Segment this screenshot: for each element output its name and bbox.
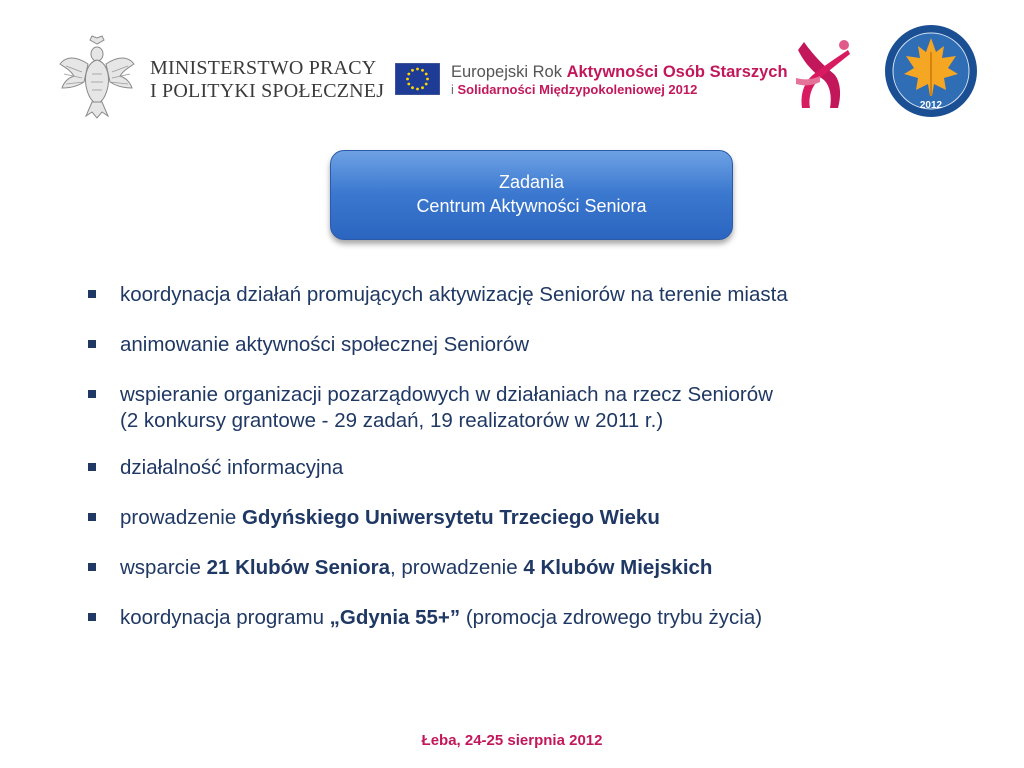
bullet-square-icon [88,563,96,571]
eu-year-line-2: i Solidarności Międzypokoleniowej 2012 [451,82,698,97]
bullet-square-icon [88,613,96,621]
title-line-1: Zadania [498,172,565,192]
list-item: koordynacja programu „Gdynia 55+” (promocja zdrowego trybu życia) [86,602,996,634]
ministry-line-2: I POLITYKI SPOŁECZNEJ [150,80,385,102]
list-item: animowanie aktywności społecznej Seniorów [86,329,996,361]
list-item: koordynacja działań promujących aktywizację Seniorów na terenie miasta [86,279,996,311]
bullet-square-icon [88,463,96,471]
badge-year: 2012 [919,100,943,111]
bullet-square-icon [88,340,96,348]
eu-year-line-1: Europejski Rok Aktywności Osób Starszych [451,63,788,81]
title-box [330,150,733,240]
header [0,0,1024,130]
ministry-name [150,57,384,103]
title-line-2: Centrum Aktywności Seniora [416,196,647,216]
bullet-square-icon [88,513,96,521]
bullet-square-icon [88,390,96,398]
eu-flag-icon [395,63,440,95]
list-item-continuation: (2 konkursy grantowe - 29 zadań, 19 realizatorów w 2011 r.) [120,409,664,432]
list-item: wspieranie organizacji pozarządowych w działaniach na rzecz Seniorów (2 konkursy grantowe - 29 zadań, 19 realizatorów w 2011 r.) [86,379,996,434]
footer-event-date: Łeba, 24-25 sierpnia 2012 [421,732,603,749]
list-item: prowadzenie Gdyńskiego Uniwersytetu Trzeciego Wieku [86,502,996,534]
bullet-square-icon [88,290,96,298]
list-item: wsparcie 21 Klubów Seniora, prowadzenie 4 Klubów Miejskich [86,552,996,584]
polish-eagle-icon [58,34,136,120]
task-list [86,279,996,652]
ministry-line-1: MINISTERSTWO PRACY [150,57,377,79]
ribbon-figure-icon [794,36,856,110]
maple-leaf-badge-icon [884,24,978,118]
eu-year-title [451,63,788,99]
list-item: działalność informacyjna [86,452,996,484]
